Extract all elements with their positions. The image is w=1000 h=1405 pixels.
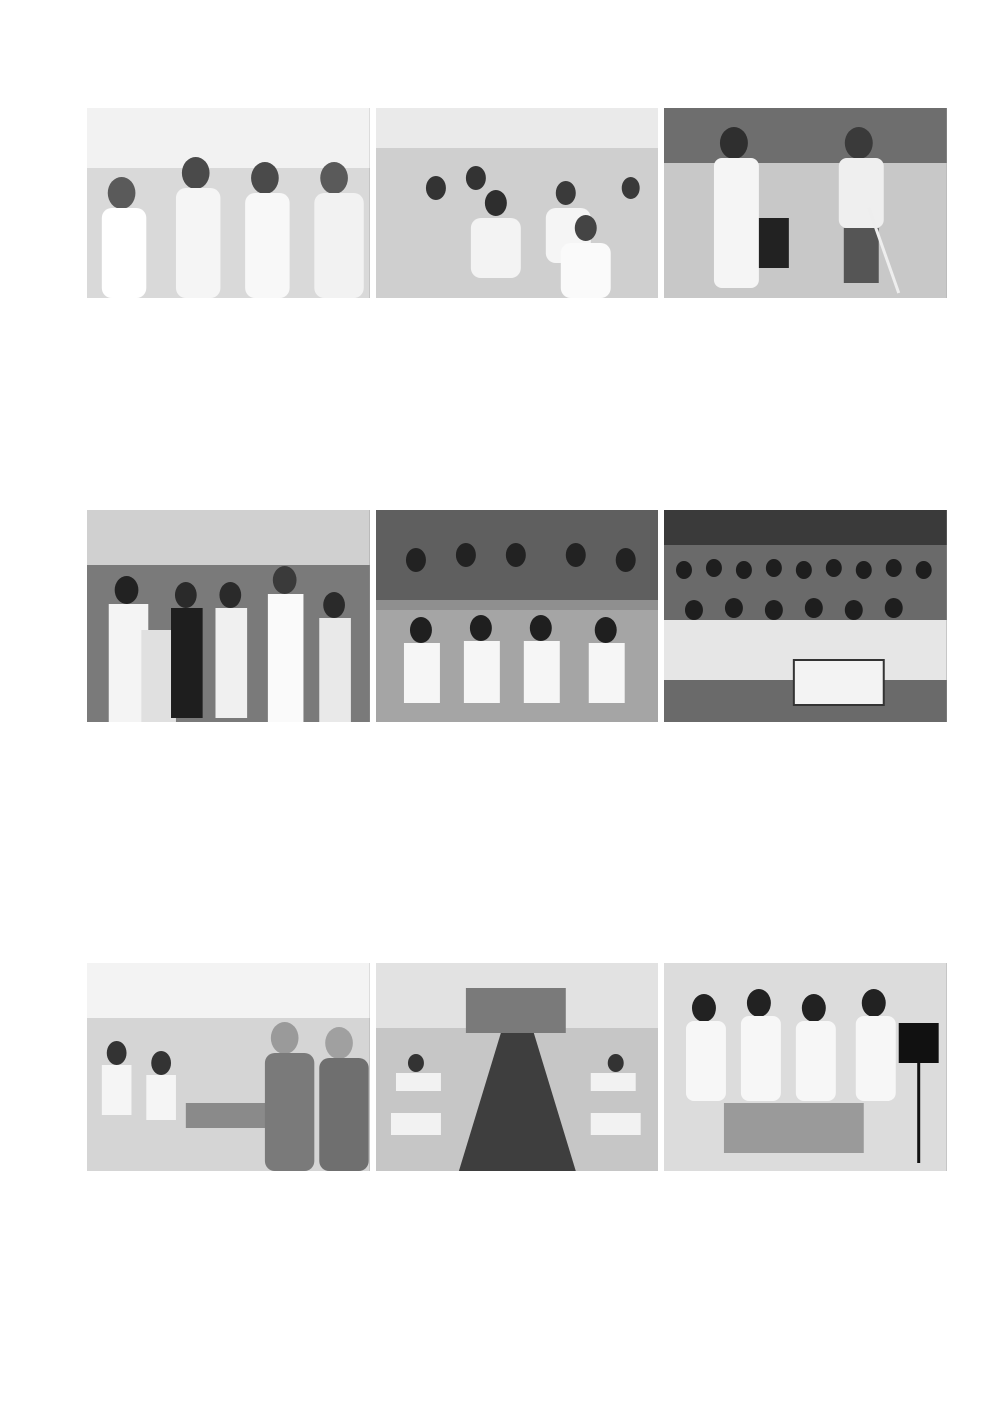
photo-group-seated [376,510,659,722]
photo-chanting-group [664,963,947,1171]
photo-row-3 [87,963,947,1171]
photo-meditation-floor [376,108,659,298]
photo-row-1 [87,108,947,298]
photo-temple-hall [376,963,659,1171]
photo-audience-hall [664,510,947,722]
photo-interfaith-stage [87,510,370,722]
photo-parking-lot-cleanup [664,108,947,298]
photo-monks-offering [87,963,370,1171]
photo-nuns-seated [87,108,370,298]
photo-row-2 [87,510,947,722]
